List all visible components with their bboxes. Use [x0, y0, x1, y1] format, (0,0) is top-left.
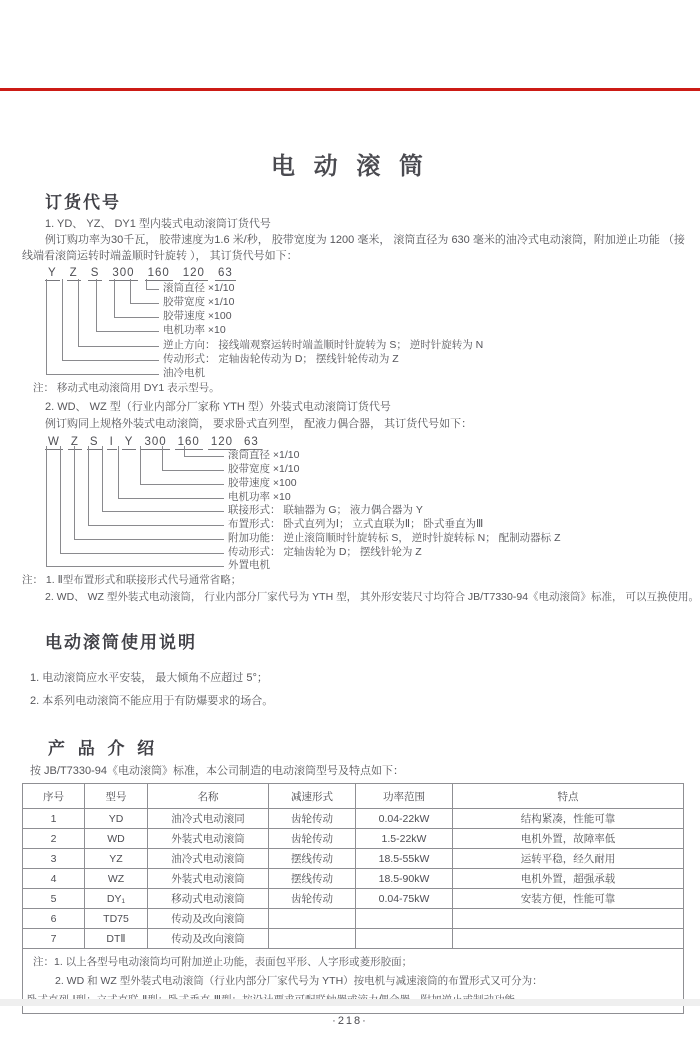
code1-el-1: Z	[67, 267, 81, 281]
diagram2-label-7: 传动形式： 定轴齿轮为 D； 摆线针轮为 Z	[228, 546, 422, 558]
red-rule	[0, 88, 700, 91]
cell: 18.5-55kW	[356, 849, 453, 869]
usage-item1: 1. 电动滚筒应水平安装， 最大倾角不应超过 5°；	[30, 672, 268, 684]
cell	[453, 909, 684, 929]
scan-artifact	[0, 999, 700, 1006]
table-row	[23, 849, 684, 869]
diagram1-note: 注： 移动式电动滚筒用 DY1 表示型号。	[33, 382, 220, 394]
code2-el-1: Z	[68, 436, 82, 450]
cell: 传动及改向滚筒	[148, 909, 269, 929]
table-header-row	[23, 784, 684, 809]
cell: 结构紧凑，性能可靠	[453, 809, 684, 829]
code2-el-7: 120	[208, 436, 236, 450]
page-title: 电 动 滚 筒	[270, 153, 429, 180]
cell	[453, 929, 684, 949]
diagram2-label-0: 滚筒直径 ×1/10	[228, 449, 300, 461]
section2-note1: 注： 1. Ⅱ型布置形式和联接形式代号通常省略；	[22, 574, 242, 586]
cell: DY₁	[85, 889, 148, 909]
cell: YZ	[85, 849, 148, 869]
cell	[269, 909, 356, 929]
diagram2-label-4: 联接形式： 联轴器为 G； 液力偶合器为 Y	[228, 504, 423, 516]
code2-el-0: W	[45, 436, 63, 450]
order-codes-line3: 线端看滚筒运转时端盖顺时针旋转 ）， 其订货代号如下：	[22, 250, 298, 262]
diagram1-label-3: 电机功率 ×10	[163, 324, 226, 336]
diagram2-label-3: 电机功率 ×10	[228, 491, 291, 503]
diagram2-label-6: 附加功能： 逆止滚筒顺时针旋转标 S， 逆时针旋转标 N； 配制动器标 Z	[228, 532, 561, 544]
table-row	[23, 889, 684, 909]
code2-el-4: Y	[122, 436, 137, 450]
code1-el-2: S	[88, 267, 103, 281]
code2-el-2: S	[87, 436, 102, 450]
cell: TD75	[85, 909, 148, 929]
cell	[356, 909, 453, 929]
cell: 5	[23, 889, 85, 909]
table-row	[23, 829, 684, 849]
diagram2-label-2: 胶带速度 ×100	[228, 477, 297, 489]
cell: 3	[23, 849, 85, 869]
cell: 齿轮传动	[269, 829, 356, 849]
section-heading-products: 产 品 介 绍	[48, 739, 159, 758]
cell: 2	[23, 829, 85, 849]
table-note1: 注：1. 以上各型号电动滚筒均可附加逆止功能，表面包平形、人字形或菱形胶面；	[33, 956, 413, 968]
order-codes-line2: 例订购功率为30千瓦， 胶带速度为1.6 米/秒， 胶带宽度为 1200 毫米， 滚筒直径为 630 毫米的油冷式电动滚筒，附加逆止功能 （接	[45, 234, 685, 246]
diagram1-label-0: 滚筒直径 ×1/10	[163, 282, 235, 294]
cell: 移动式电动滚筒	[148, 889, 269, 909]
cell: 运转平稳，经久耐用	[453, 849, 684, 869]
cell: 摆线传动	[269, 849, 356, 869]
order-codes-line1: 1. YD、 YZ、 DY1 型内装式电动滚筒订货代号	[45, 218, 271, 230]
cell: 齿轮传动	[269, 809, 356, 829]
cell: 7	[23, 929, 85, 949]
section-heading-order-codes: 订货代号	[45, 193, 121, 212]
diagram2-label-1: 胶带宽度 ×1/10	[228, 463, 300, 475]
code1-el-4: 160	[145, 267, 173, 281]
cell: WZ	[85, 869, 148, 889]
cell: WD	[85, 829, 148, 849]
section-heading-usage: 电动滚筒使用说明	[45, 633, 197, 652]
section2-note2: 2. WD、 WZ 型外装式电动滚筒， 行业内部分厂家代号为 YTH 型， 其外形安装尺寸均符合 JB/T7330-94《电动滚筒》标准， 可以互换使用。	[45, 591, 699, 603]
order-codes2-line1: 2. WD、 WZ 型（行业内部分厂家称 YTH 型）外装式电动滚筒订货代号	[45, 401, 391, 413]
cell: 18.5-90kW	[356, 869, 453, 889]
cell: 安装方便，性能可靠	[453, 889, 684, 909]
cell: DTⅡ	[85, 929, 148, 949]
col-header: 减速形式	[269, 784, 356, 809]
cell: 外装式电动滚筒	[148, 829, 269, 849]
code1-el-0: Y	[45, 267, 60, 281]
diagram1-label-6: 油冷电机	[163, 367, 205, 379]
diagram1-label-4: 逆止方向： 接线端观察运转时端盖顺时针旋转为 S； 逆时针旋转为 N	[163, 339, 484, 351]
cell: YD	[85, 809, 148, 829]
diagram2-label-8: 外置电机	[228, 559, 270, 571]
code2-el-8: 63	[241, 436, 262, 450]
cell: 摆线传动	[269, 869, 356, 889]
connector-line	[46, 279, 159, 375]
col-header: 型号	[85, 784, 148, 809]
code1-el-3: 300	[109, 267, 137, 281]
cell: 0.04-75kW	[356, 889, 453, 909]
diagram1-label-1: 胶带宽度 ×1/10	[163, 296, 235, 308]
cell	[356, 929, 453, 949]
cell: 1	[23, 809, 85, 829]
col-header: 特点	[453, 784, 684, 809]
cell: 外装式电动滚筒	[148, 869, 269, 889]
code2-el-6: 160	[175, 436, 203, 450]
products-intro: 按 JB/T7330-94《电动滚筒》标准，本公司制造的电动滚筒型号及特点如下：	[30, 765, 405, 777]
cell: 0.04-22kW	[356, 809, 453, 829]
cell	[269, 929, 356, 949]
col-header: 名称	[148, 784, 269, 809]
code2-el-3: I	[107, 436, 117, 450]
table-row	[23, 929, 684, 949]
product-table	[22, 783, 684, 1014]
cell: 1.5-22kW	[356, 829, 453, 849]
code2-el-5: 300	[141, 436, 169, 450]
table-note2: 2. WD 和 WZ 型外装式电动滚筒（行业内部分厂家代号为 YTH）按电机与减速滚筒的布置形式又可分为：	[55, 975, 543, 987]
page-number: ·218·	[332, 1015, 368, 1027]
diagram2-label-5: 布置形式： 卧式直列为Ⅰ； 立式直联为Ⅱ； 卧式垂直为Ⅲ	[228, 518, 484, 530]
code1-el-6: 63	[215, 267, 236, 281]
cell: 4	[23, 869, 85, 889]
table-row	[23, 869, 684, 889]
connector-line	[46, 446, 224, 567]
cell: 传动及改向滚筒	[148, 929, 269, 949]
cell: 油冷式电动滚同	[148, 809, 269, 829]
usage-item2: 2. 本系列电动滚筒不能应用于有防爆要求的场合。	[30, 695, 274, 707]
table-row	[23, 909, 684, 929]
cell: 6	[23, 909, 85, 929]
diagram1-label-2: 胶带速度 ×100	[163, 310, 232, 322]
code1-el-5: 120	[180, 267, 208, 281]
cell: 电机外置，超强承载	[453, 869, 684, 889]
col-header: 序号	[23, 784, 85, 809]
cell: 电机外置，故障率低	[453, 829, 684, 849]
cell: 齿轮传动	[269, 889, 356, 909]
order-codes2-line2: 例订购同上规格外装式电动滚筒， 要求卧式直列型， 配液力偶合器， 其订货代号如下：	[45, 418, 473, 430]
diagram1-label-5: 传动形式： 定轴齿轮传动为 D； 摆线针轮传动为 Z	[163, 353, 399, 365]
table-row	[23, 809, 684, 829]
col-header: 功率范围	[356, 784, 453, 809]
cell: 油冷式电动滚筒	[148, 849, 269, 869]
